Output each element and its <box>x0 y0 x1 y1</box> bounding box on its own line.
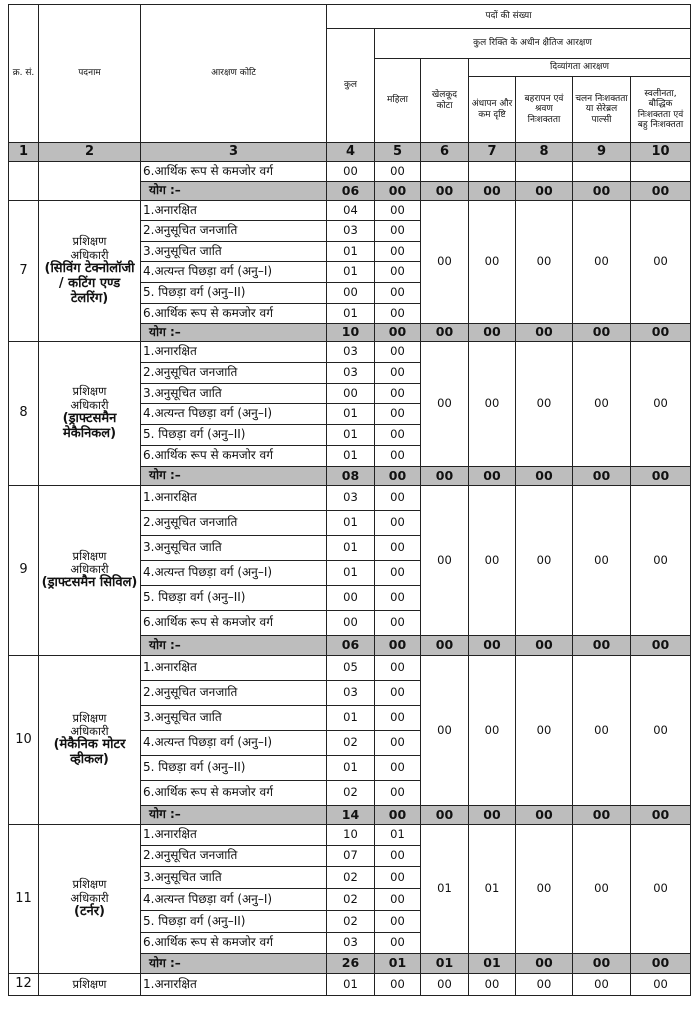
reservation-table-container <box>8 4 690 996</box>
category-cell: 1.अनारक्षित <box>141 201 327 221</box>
yog-value: 00 <box>631 954 691 974</box>
women-cell: 00 <box>375 404 421 425</box>
category-cell: 6.आर्थिक रूप से कमजोर वर्ग <box>141 933 327 954</box>
yog-value: 00 <box>469 806 516 825</box>
column-numbers-row <box>9 143 691 162</box>
total-cell: 00 <box>327 283 375 304</box>
category-cell: 5. पिछड़ा वर्ग (अनु–II) <box>141 586 327 611</box>
header-category: आरक्षण कोटि <box>141 5 327 143</box>
post-line: प्रशिक्षण <box>72 234 107 249</box>
merged-cell: 00 <box>631 825 691 954</box>
colnum-cell: 9 <box>573 143 631 162</box>
colnum-cell: 1 <box>9 143 39 162</box>
yog-value: 00 <box>421 467 469 486</box>
total-cell: 01 <box>327 536 375 561</box>
yog-value: 10 <box>327 324 375 342</box>
yog-label: योग :– <box>141 324 327 342</box>
total-cell: 04 <box>327 201 375 221</box>
yog-value: 06 <box>327 636 375 656</box>
post-line: अधिकारी <box>70 247 109 262</box>
value-cell: 00 <box>631 974 691 996</box>
total-cell: 00 <box>327 586 375 611</box>
merged-cell: 00 <box>516 201 573 324</box>
yog-value: 01 <box>421 954 469 974</box>
colnum-cell: 6 <box>421 143 469 162</box>
sno-cell: 9 <box>9 486 39 656</box>
merged-cell: 01 <box>469 825 516 954</box>
yog-value: 26 <box>327 954 375 974</box>
total-cell: 02 <box>327 867 375 889</box>
header-horizontal: कुल रिक्ति के अधीन क्षैतिज आरक्षण <box>375 29 691 59</box>
merged-cell: 00 <box>573 201 631 324</box>
merged-cell: 00 <box>421 656 469 806</box>
yog-value: 00 <box>631 324 691 342</box>
total-cell: 01 <box>327 756 375 781</box>
yog-value: 00 <box>631 636 691 656</box>
category-cell: 4.अत्यन्त पिछड़ा वर्ग (अनु–I) <box>141 404 327 425</box>
category-cell: 3.अनुसूचित जाति <box>141 706 327 731</box>
yog-label: योग :– <box>141 182 327 201</box>
merged-cell: 00 <box>516 486 573 636</box>
value-cell: 01 <box>327 974 375 996</box>
yog-value: 00 <box>573 324 631 342</box>
category-cell: 6.आर्थिक रूप से कमजोर वर्ग <box>141 304 327 324</box>
category-cell: 1.अनारक्षित <box>141 825 327 846</box>
total-cell: 05 <box>327 656 375 681</box>
merged-cell: 00 <box>469 656 516 806</box>
post-name: (मेकैनिक मोटर व्हीकल) <box>53 737 126 768</box>
women-cell: 01 <box>375 825 421 846</box>
category-cell: 3.अनुसूचित जाति <box>141 536 327 561</box>
total-cell: 02 <box>327 911 375 933</box>
post-cell <box>39 201 141 342</box>
colnum-cell: 7 <box>469 143 516 162</box>
yog-value: 00 <box>631 182 691 201</box>
category-cell: 5. पिछड़ा वर्ग (अनु–II) <box>141 911 327 933</box>
post-line: प्रशिक्षण <box>72 877 107 892</box>
total-cell: 01 <box>327 446 375 467</box>
total-cell: 00 <box>327 162 375 182</box>
women-cell: 00 <box>375 162 421 182</box>
post-cell <box>39 486 141 656</box>
post-line: अधिकारी <box>70 890 109 905</box>
women-cell: 00 <box>375 363 421 384</box>
yog-value: 00 <box>631 467 691 486</box>
category-cell: 1.अनारक्षित <box>141 342 327 363</box>
women-cell: 00 <box>375 681 421 706</box>
yog-value: 14 <box>327 806 375 825</box>
women-cell: 00 <box>375 933 421 954</box>
category-cell: 3.अनुसूचित जाति <box>141 242 327 262</box>
total-cell: 02 <box>327 731 375 756</box>
merged-cell: 00 <box>469 486 516 636</box>
total-cell: 03 <box>327 933 375 954</box>
women-cell: 00 <box>375 756 421 781</box>
post-name: (टर्नर) <box>74 903 105 919</box>
women-cell: 00 <box>375 867 421 889</box>
category-cell: 5. पिछड़ा वर्ग (अनु–II) <box>141 756 327 781</box>
women-cell: 00 <box>375 242 421 262</box>
merged-cell: 00 <box>573 342 631 467</box>
merged-cell: 00 <box>516 825 573 954</box>
post-line: प्रशिक्षण <box>72 548 107 563</box>
category-cell: 2.अनुसूचित जनजाति <box>141 221 327 242</box>
total-cell: 07 <box>327 846 375 867</box>
women-cell: 00 <box>375 384 421 404</box>
yog-value: 00 <box>516 636 573 656</box>
header-total: कुल <box>327 29 375 143</box>
merged-cell: 00 <box>573 656 631 806</box>
women-cell: 00 <box>375 536 421 561</box>
women-cell: 00 <box>375 304 421 324</box>
yog-value: 00 <box>421 324 469 342</box>
yog-label: योग :– <box>141 954 327 974</box>
women-cell: 00 <box>375 511 421 536</box>
yog-value: 00 <box>375 467 421 486</box>
category-cell: 2.अनुसूचित जनजाति <box>141 846 327 867</box>
merged-cell: 00 <box>631 486 691 636</box>
yog-value: 01 <box>375 954 421 974</box>
total-cell: 10 <box>327 825 375 846</box>
category-cell: 2.अनुसूचित जनजाति <box>141 363 327 384</box>
yog-label: योग :– <box>141 636 327 656</box>
post-line: अधिकारी <box>70 724 109 739</box>
sno-cell: 7 <box>9 201 39 342</box>
total-cell: 03 <box>327 363 375 384</box>
yog-value: 00 <box>516 954 573 974</box>
yog-value: 00 <box>375 182 421 201</box>
women-cell: 00 <box>375 221 421 242</box>
table-row <box>9 656 691 681</box>
table-row <box>9 825 691 846</box>
merged-cell: 00 <box>421 342 469 467</box>
merged-cell: 00 <box>573 825 631 954</box>
total-cell: 01 <box>327 561 375 586</box>
post-name: (ड्राफ्टसमैन मेकैनिकल) <box>62 410 117 441</box>
total-cell: 01 <box>327 425 375 446</box>
category-cell: 4.अत्यन्त पिछड़ा वर्ग (अनु–I) <box>141 262 327 283</box>
table-row <box>9 201 691 221</box>
total-cell: 03 <box>327 486 375 511</box>
header-posts-count: पदों की संख्या <box>327 5 691 29</box>
category-cell: 4.अत्यन्त पिछड़ा वर्ग (अनु–I) <box>141 889 327 911</box>
colnum-cell: 10 <box>631 143 691 162</box>
yog-value: 00 <box>469 182 516 201</box>
post-name: (सिविंग टेक्नोलॉजी / कटिंग एण्ड टेलरिंग) <box>44 260 135 306</box>
women-cell: 00 <box>375 486 421 511</box>
colnum-cell: 2 <box>39 143 141 162</box>
post-line: प्रशिक्षण <box>72 384 107 399</box>
women-cell: 00 <box>375 889 421 911</box>
yog-value: 00 <box>516 182 573 201</box>
women-cell: 00 <box>375 561 421 586</box>
colnum-cell: 4 <box>327 143 375 162</box>
colnum-cell: 5 <box>375 143 421 162</box>
yog-value: 00 <box>375 636 421 656</box>
merged-cell: 00 <box>516 342 573 467</box>
header-autism: स्वलीनता, बौद्धिक निःशक्तता एवं बहु निःशक्तता <box>631 77 691 143</box>
value-cell: 00 <box>375 974 421 996</box>
reservation-table <box>8 4 691 996</box>
merged-cell: 00 <box>573 486 631 636</box>
header-women: महिला <box>375 59 421 143</box>
yog-value: 00 <box>469 636 516 656</box>
women-cell: 00 <box>375 731 421 756</box>
yog-value: 00 <box>573 467 631 486</box>
category-cell: 2.अनुसूचित जनजाति <box>141 511 327 536</box>
post-cell: प्रशिक्षण <box>39 974 141 996</box>
category-cell: 4.अत्यन्त पिछड़ा वर्ग (अनु–I) <box>141 731 327 756</box>
merged-cell: 00 <box>516 656 573 806</box>
value-cell: 00 <box>573 974 631 996</box>
category-cell: 1.अनारक्षित <box>141 974 327 996</box>
total-cell: 01 <box>327 242 375 262</box>
yog-value: 00 <box>516 806 573 825</box>
category-cell: 6.आर्थिक रूप से कमजोर वर्ग <box>141 162 327 182</box>
yog-value: 00 <box>631 806 691 825</box>
yog-value: 00 <box>375 806 421 825</box>
category-cell: 1.अनारक्षित <box>141 486 327 511</box>
yog-value: 00 <box>573 636 631 656</box>
total-cell: 00 <box>327 611 375 636</box>
header-post: पदनाम <box>39 5 141 143</box>
category-cell: 6.आर्थिक रूप से कमजोर वर्ग <box>141 611 327 636</box>
yog-value: 01 <box>469 954 516 974</box>
yog-value: 00 <box>375 324 421 342</box>
total-cell: 01 <box>327 304 375 324</box>
post-cell <box>39 825 141 974</box>
post-cell <box>39 656 141 825</box>
value-cell: 00 <box>516 974 573 996</box>
yog-value: 08 <box>327 467 375 486</box>
women-cell: 00 <box>375 656 421 681</box>
women-cell: 00 <box>375 706 421 731</box>
table-row <box>9 342 691 363</box>
merged-cell: 00 <box>631 342 691 467</box>
women-cell: 00 <box>375 586 421 611</box>
category-cell: 3.अनुसूचित जाति <box>141 867 327 889</box>
yog-value: 06 <box>327 182 375 201</box>
category-cell: 6.आर्थिक रूप से कमजोर वर्ग <box>141 446 327 467</box>
women-cell: 00 <box>375 846 421 867</box>
sno-cell: 10 <box>9 656 39 825</box>
category-cell: 4.अत्यन्त पिछड़ा वर्ग (अनु–I) <box>141 561 327 586</box>
total-cell: 03 <box>327 342 375 363</box>
women-cell: 00 <box>375 446 421 467</box>
women-cell: 00 <box>375 611 421 636</box>
value-cell: 00 <box>469 974 516 996</box>
merged-cell: 00 <box>469 342 516 467</box>
post-cell <box>39 342 141 486</box>
yog-value: 00 <box>573 954 631 974</box>
colnum-cell: 3 <box>141 143 327 162</box>
yog-value: 00 <box>573 806 631 825</box>
total-cell: 03 <box>327 221 375 242</box>
post-line: अधिकारी <box>70 562 109 577</box>
women-cell: 00 <box>375 911 421 933</box>
colnum-cell: 8 <box>516 143 573 162</box>
post-line: अधिकारी <box>70 397 109 412</box>
women-cell: 00 <box>375 425 421 446</box>
category-cell: 5. पिछड़ा वर्ग (अनु–II) <box>141 283 327 304</box>
total-cell: 00 <box>327 384 375 404</box>
sno-cell: 8 <box>9 342 39 486</box>
merged-cell: 00 <box>631 201 691 324</box>
total-cell: 02 <box>327 781 375 806</box>
women-cell: 00 <box>375 781 421 806</box>
yog-value: 00 <box>516 324 573 342</box>
yog-label: योग :– <box>141 467 327 486</box>
total-cell: 02 <box>327 889 375 911</box>
yog-value: 00 <box>516 467 573 486</box>
yog-value: 00 <box>573 182 631 201</box>
category-cell: 1.अनारक्षित <box>141 656 327 681</box>
women-cell: 00 <box>375 342 421 363</box>
table-row <box>9 974 691 996</box>
total-cell: 01 <box>327 706 375 731</box>
table-row <box>9 162 691 182</box>
total-cell: 01 <box>327 511 375 536</box>
header-deaf: बहरापन एवं श्रवण निःशक्तता <box>516 77 573 143</box>
yog-value: 00 <box>421 182 469 201</box>
header-loco: चलन निःशक्तता या सेरेब्रल पाल्सी <box>573 77 631 143</box>
header-sno: क्र. सं. <box>9 5 39 143</box>
header-blind: अंधापन और कम दृष्टि <box>469 77 516 143</box>
value-cell: 00 <box>421 974 469 996</box>
category-cell: 5. पिछड़ा वर्ग (अनु–II) <box>141 425 327 446</box>
category-cell: 2.अनुसूचित जनजाति <box>141 681 327 706</box>
women-cell: 00 <box>375 262 421 283</box>
women-cell: 00 <box>375 201 421 221</box>
merged-cell: 00 <box>469 201 516 324</box>
header-sports: खेलकूद कोटा <box>421 59 469 143</box>
merged-cell: 01 <box>421 825 469 954</box>
header-divyang: दिव्यांगता आरक्षण <box>469 59 691 77</box>
yog-value: 00 <box>469 467 516 486</box>
total-cell: 01 <box>327 404 375 425</box>
total-cell: 01 <box>327 262 375 283</box>
total-cell: 03 <box>327 681 375 706</box>
merged-cell: 00 <box>421 201 469 324</box>
yog-value: 00 <box>421 806 469 825</box>
yog-value: 00 <box>469 324 516 342</box>
post-name: (ड्राफ्टसमैन सिविल) <box>41 575 138 591</box>
category-cell: 3.अनुसूचित जाति <box>141 384 327 404</box>
post-line: प्रशिक्षण <box>72 710 107 725</box>
merged-cell: 00 <box>631 656 691 806</box>
yog-label: योग :– <box>141 806 327 825</box>
category-cell: 6.आर्थिक रूप से कमजोर वर्ग <box>141 781 327 806</box>
yog-value: 00 <box>421 636 469 656</box>
sno-cell: 11 <box>9 825 39 974</box>
merged-cell: 00 <box>421 486 469 636</box>
sno-cell: 12 <box>9 974 39 996</box>
table-row <box>9 486 691 511</box>
women-cell: 00 <box>375 283 421 304</box>
